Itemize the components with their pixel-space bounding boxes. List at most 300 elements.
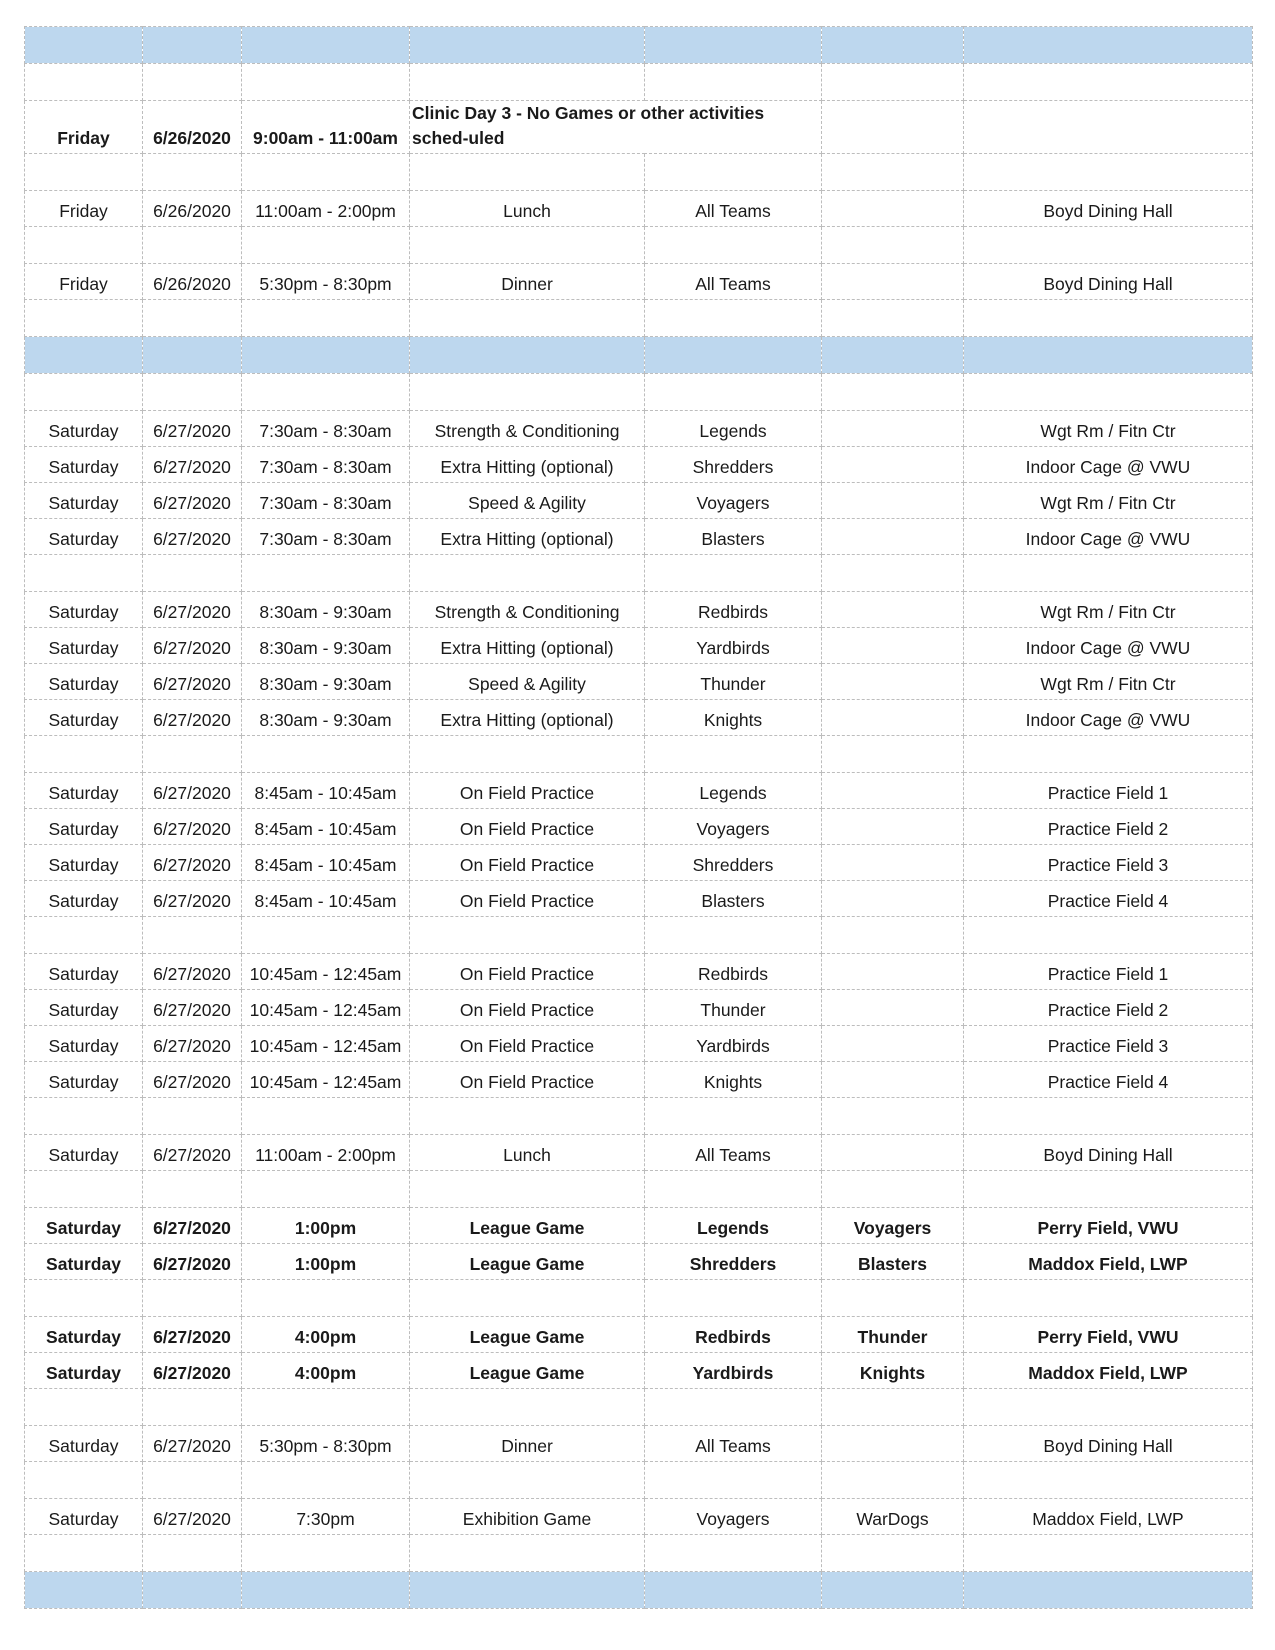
location-cell: Maddox Field, LWP — [964, 1353, 1253, 1389]
empty-cell — [242, 64, 410, 101]
empty-cell — [410, 555, 645, 592]
empty-cell — [410, 227, 645, 264]
location-cell: Perry Field, VWU — [964, 1208, 1253, 1244]
time-cell: 7:30am - 8:30am — [242, 411, 410, 447]
empty-cell — [25, 154, 143, 191]
day-cell: Saturday — [25, 1353, 143, 1389]
date-cell: 6/27/2020 — [143, 1317, 242, 1353]
time-cell: 7:30pm — [242, 1499, 410, 1535]
empty-cell — [143, 1462, 242, 1499]
activity-cell: League Game — [410, 1208, 645, 1244]
empty-cell — [143, 555, 242, 592]
location-cell: Indoor Cage @ VWU — [964, 700, 1253, 736]
day-cell: Saturday — [25, 592, 143, 628]
empty-cell — [242, 27, 410, 64]
empty-cell — [242, 1098, 410, 1135]
team-cell: All Teams — [645, 1426, 822, 1462]
day-cell: Saturday — [25, 1026, 143, 1062]
date-cell: 6/27/2020 — [143, 845, 242, 881]
opponent-cell — [822, 483, 964, 519]
date-cell: 6/27/2020 — [143, 1353, 242, 1389]
activity-cell: Dinner — [410, 1426, 645, 1462]
empty-cell — [410, 1171, 645, 1208]
activity-cell: Strength & Conditioning — [410, 592, 645, 628]
empty-cell — [242, 1462, 410, 1499]
activity-cell: On Field Practice — [410, 809, 645, 845]
empty-cell — [645, 27, 822, 64]
day-cell: Saturday — [25, 1244, 143, 1280]
time-cell: 8:45am - 10:45am — [242, 881, 410, 917]
empty-cell — [410, 337, 645, 374]
day-cell: Saturday — [25, 773, 143, 809]
empty-cell — [964, 1171, 1253, 1208]
activity-cell: On Field Practice — [410, 845, 645, 881]
date-cell: 6/27/2020 — [143, 1062, 242, 1098]
spacer-row — [25, 374, 1253, 411]
activity-cell: League Game — [410, 1317, 645, 1353]
day-cell: Friday — [25, 101, 143, 154]
empty-cell — [143, 374, 242, 411]
empty-cell — [822, 227, 964, 264]
schedule-row — [25, 664, 1253, 700]
day-cell: Saturday — [25, 809, 143, 845]
time-cell: 8:30am - 9:30am — [242, 592, 410, 628]
opponent-cell: Thunder — [822, 1317, 964, 1353]
opponent-cell — [822, 1026, 964, 1062]
day-cell: Friday — [25, 191, 143, 227]
team-cell: Shredders — [645, 447, 822, 483]
empty-cell — [645, 300, 822, 337]
day-cell: Saturday — [25, 628, 143, 664]
date-cell: 6/26/2020 — [143, 101, 242, 154]
time-cell: 1:00pm — [242, 1244, 410, 1280]
opponent-cell — [822, 700, 964, 736]
time-cell: 1:00pm — [242, 1208, 410, 1244]
spacer-row — [25, 1535, 1253, 1572]
activity-cell: On Field Practice — [410, 881, 645, 917]
empty-cell — [143, 154, 242, 191]
date-cell: 6/27/2020 — [143, 1208, 242, 1244]
empty-cell — [964, 736, 1253, 773]
opponent-cell: Voyagers — [822, 1208, 964, 1244]
opponent-cell — [822, 664, 964, 700]
empty-cell — [242, 736, 410, 773]
empty-cell — [964, 27, 1253, 64]
empty-cell — [645, 1572, 822, 1609]
empty-cell — [822, 917, 964, 954]
date-cell: 6/27/2020 — [143, 809, 242, 845]
empty-cell — [822, 1098, 964, 1135]
schedule-table — [24, 26, 1253, 1609]
schedule-row — [25, 101, 1253, 154]
empty-cell — [25, 27, 143, 64]
date-cell: 6/27/2020 — [143, 1426, 242, 1462]
empty-cell — [964, 555, 1253, 592]
empty-cell — [242, 1535, 410, 1572]
spacer-row — [25, 1098, 1253, 1135]
team-cell: Yardbirds — [645, 628, 822, 664]
empty-cell — [964, 227, 1253, 264]
day-cell: Saturday — [25, 1499, 143, 1535]
empty-cell — [645, 227, 822, 264]
opponent-cell — [822, 264, 964, 300]
opponent-cell — [822, 773, 964, 809]
activity-cell: Clinic Day 3 - No Games or other activities sched-uled — [410, 101, 822, 154]
location-cell: Perry Field, VWU — [964, 1317, 1253, 1353]
schedule-row — [25, 1244, 1253, 1280]
team-cell: Knights — [645, 700, 822, 736]
empty-cell — [25, 1389, 143, 1426]
activity-cell: On Field Practice — [410, 954, 645, 990]
location-cell: Practice Field 1 — [964, 954, 1253, 990]
empty-cell — [822, 1389, 964, 1426]
team-cell: Redbirds — [645, 954, 822, 990]
location-cell: Indoor Cage @ VWU — [964, 447, 1253, 483]
empty-cell — [143, 736, 242, 773]
empty-cell — [143, 1389, 242, 1426]
opponent-cell — [822, 447, 964, 483]
time-cell: 7:30am - 8:30am — [242, 447, 410, 483]
team-cell: Blasters — [645, 881, 822, 917]
team-cell: Legends — [645, 773, 822, 809]
time-cell: 5:30pm - 8:30pm — [242, 264, 410, 300]
time-cell: 8:30am - 9:30am — [242, 700, 410, 736]
date-cell: 6/27/2020 — [143, 700, 242, 736]
empty-cell — [410, 64, 645, 101]
day-cell: Saturday — [25, 990, 143, 1026]
empty-cell — [25, 555, 143, 592]
empty-cell — [822, 300, 964, 337]
team-cell: Voyagers — [645, 809, 822, 845]
empty-cell — [242, 1572, 410, 1609]
empty-cell — [822, 1462, 964, 1499]
schedule-row — [25, 954, 1253, 990]
empty-cell — [964, 1389, 1253, 1426]
day-cell: Friday — [25, 264, 143, 300]
spacer-row — [25, 300, 1253, 337]
schedule-row — [25, 447, 1253, 483]
opponent-cell — [822, 191, 964, 227]
team-cell: Knights — [645, 1062, 822, 1098]
empty-cell — [143, 1171, 242, 1208]
time-cell: 10:45am - 12:45am — [242, 1026, 410, 1062]
empty-cell — [143, 227, 242, 264]
opponent-cell: WarDogs — [822, 1499, 964, 1535]
empty-cell — [143, 1572, 242, 1609]
activity-cell: League Game — [410, 1353, 645, 1389]
empty-cell — [964, 1098, 1253, 1135]
empty-cell — [242, 1171, 410, 1208]
empty-cell — [25, 1462, 143, 1499]
empty-cell — [143, 337, 242, 374]
schedule-row — [25, 1317, 1253, 1353]
day-cell: Saturday — [25, 483, 143, 519]
empty-cell — [822, 1171, 964, 1208]
empty-cell — [645, 1280, 822, 1317]
section-divider-band — [25, 337, 1253, 374]
empty-cell — [410, 1389, 645, 1426]
opponent-cell — [822, 954, 964, 990]
time-cell: 8:45am - 10:45am — [242, 845, 410, 881]
empty-cell — [242, 1280, 410, 1317]
location-cell — [964, 101, 1253, 154]
day-cell: Saturday — [25, 1317, 143, 1353]
day-cell: Saturday — [25, 845, 143, 881]
empty-cell — [25, 1280, 143, 1317]
team-cell: All Teams — [645, 191, 822, 227]
empty-cell — [645, 374, 822, 411]
empty-cell — [25, 1098, 143, 1135]
team-cell: Voyagers — [645, 483, 822, 519]
team-cell: Yardbirds — [645, 1026, 822, 1062]
location-cell: Practice Field 4 — [964, 1062, 1253, 1098]
empty-cell — [822, 64, 964, 101]
time-cell: 4:00pm — [242, 1353, 410, 1389]
activity-cell: Extra Hitting (optional) — [410, 519, 645, 555]
empty-cell — [645, 64, 822, 101]
empty-cell — [410, 1280, 645, 1317]
activity-cell: League Game — [410, 1244, 645, 1280]
section-divider-band — [25, 1572, 1253, 1609]
location-cell: Maddox Field, LWP — [964, 1244, 1253, 1280]
date-cell: 6/27/2020 — [143, 628, 242, 664]
schedule-row — [25, 1135, 1253, 1171]
day-cell: Saturday — [25, 664, 143, 700]
schedule-row — [25, 773, 1253, 809]
spacer-row — [25, 555, 1253, 592]
empty-cell — [822, 154, 964, 191]
time-cell: 8:45am - 10:45am — [242, 773, 410, 809]
empty-cell — [242, 1389, 410, 1426]
spacer-row — [25, 1462, 1253, 1499]
empty-cell — [645, 917, 822, 954]
day-cell: Saturday — [25, 411, 143, 447]
spacer-row — [25, 1280, 1253, 1317]
empty-cell — [410, 374, 645, 411]
spacer-row — [25, 154, 1253, 191]
time-cell: 8:30am - 9:30am — [242, 628, 410, 664]
empty-cell — [645, 1098, 822, 1135]
schedule-row — [25, 519, 1253, 555]
empty-cell — [964, 917, 1253, 954]
empty-cell — [964, 1462, 1253, 1499]
empty-cell — [822, 1572, 964, 1609]
time-cell: 11:00am - 2:00pm — [242, 191, 410, 227]
schedule-row — [25, 990, 1253, 1026]
schedule-row — [25, 1062, 1253, 1098]
opponent-cell — [822, 101, 964, 154]
location-cell: Practice Field 1 — [964, 773, 1253, 809]
schedule-row — [25, 191, 1253, 227]
location-cell: Practice Field 3 — [964, 845, 1253, 881]
empty-cell — [410, 917, 645, 954]
date-cell: 6/27/2020 — [143, 1026, 242, 1062]
location-cell: Boyd Dining Hall — [964, 264, 1253, 300]
activity-cell: Lunch — [410, 1135, 645, 1171]
empty-cell — [645, 736, 822, 773]
section-divider-band — [25, 27, 1253, 64]
empty-cell — [143, 1098, 242, 1135]
time-cell: 7:30am - 8:30am — [242, 519, 410, 555]
activity-cell: Extra Hitting (optional) — [410, 628, 645, 664]
schedule-row — [25, 700, 1253, 736]
empty-cell — [410, 1098, 645, 1135]
schedule-row — [25, 809, 1253, 845]
team-cell: Yardbirds — [645, 1353, 822, 1389]
time-cell: 4:00pm — [242, 1317, 410, 1353]
empty-cell — [822, 1535, 964, 1572]
schedule-row — [25, 1208, 1253, 1244]
empty-cell — [822, 1280, 964, 1317]
opponent-cell — [822, 990, 964, 1026]
date-cell: 6/26/2020 — [143, 264, 242, 300]
time-cell: 10:45am - 12:45am — [242, 1062, 410, 1098]
location-cell: Practice Field 2 — [964, 990, 1253, 1026]
empty-cell — [822, 736, 964, 773]
opponent-cell — [822, 881, 964, 917]
opponent-cell — [822, 1135, 964, 1171]
empty-cell — [645, 555, 822, 592]
day-cell: Saturday — [25, 954, 143, 990]
time-cell: 11:00am - 2:00pm — [242, 1135, 410, 1171]
schedule-row — [25, 483, 1253, 519]
empty-cell — [25, 1535, 143, 1572]
empty-cell — [25, 1171, 143, 1208]
time-cell: 9:00am - 11:00am — [242, 101, 410, 154]
empty-cell — [410, 300, 645, 337]
team-cell: Blasters — [645, 519, 822, 555]
spacer-row — [25, 227, 1253, 264]
schedule-row — [25, 881, 1253, 917]
schedule-row — [25, 264, 1253, 300]
location-cell: Practice Field 2 — [964, 809, 1253, 845]
date-cell: 6/27/2020 — [143, 519, 242, 555]
empty-cell — [242, 374, 410, 411]
team-cell: Voyagers — [645, 1499, 822, 1535]
spacer-row — [25, 1171, 1253, 1208]
date-cell: 6/27/2020 — [143, 1499, 242, 1535]
location-cell: Wgt Rm / Fitn Ctr — [964, 483, 1253, 519]
empty-cell — [143, 27, 242, 64]
empty-cell — [410, 736, 645, 773]
empty-cell — [25, 337, 143, 374]
location-cell: Wgt Rm / Fitn Ctr — [964, 411, 1253, 447]
location-cell: Maddox Field, LWP — [964, 1499, 1253, 1535]
schedule-row — [25, 411, 1253, 447]
location-cell: Boyd Dining Hall — [964, 1135, 1253, 1171]
location-cell: Practice Field 3 — [964, 1026, 1253, 1062]
activity-cell: Speed & Agility — [410, 664, 645, 700]
empty-cell — [25, 227, 143, 264]
date-cell: 6/27/2020 — [143, 664, 242, 700]
empty-cell — [143, 64, 242, 101]
opponent-cell: Blasters — [822, 1244, 964, 1280]
location-cell: Wgt Rm / Fitn Ctr — [964, 592, 1253, 628]
day-cell: Saturday — [25, 1426, 143, 1462]
location-cell: Boyd Dining Hall — [964, 1426, 1253, 1462]
empty-cell — [242, 337, 410, 374]
activity-cell: On Field Practice — [410, 1026, 645, 1062]
spacer-row — [25, 1389, 1253, 1426]
activity-cell: Dinner — [410, 264, 645, 300]
activity-cell: Extra Hitting (optional) — [410, 447, 645, 483]
location-cell: Indoor Cage @ VWU — [964, 628, 1253, 664]
time-cell: 10:45am - 12:45am — [242, 990, 410, 1026]
team-cell: Thunder — [645, 990, 822, 1026]
time-cell: 8:45am - 10:45am — [242, 809, 410, 845]
spacer-row — [25, 736, 1253, 773]
team-cell: Redbirds — [645, 592, 822, 628]
schedule-row — [25, 1026, 1253, 1062]
opponent-cell: Knights — [822, 1353, 964, 1389]
date-cell: 6/27/2020 — [143, 411, 242, 447]
empty-cell — [143, 917, 242, 954]
empty-cell — [822, 374, 964, 411]
date-cell: 6/27/2020 — [143, 483, 242, 519]
team-cell: Legends — [645, 411, 822, 447]
empty-cell — [143, 300, 242, 337]
day-cell: Saturday — [25, 1135, 143, 1171]
date-cell: 6/27/2020 — [143, 881, 242, 917]
schedule-body — [25, 27, 1253, 1609]
team-cell: All Teams — [645, 1135, 822, 1171]
date-cell: 6/27/2020 — [143, 990, 242, 1026]
opponent-cell — [822, 845, 964, 881]
schedule-row — [25, 628, 1253, 664]
activity-cell: Speed & Agility — [410, 483, 645, 519]
empty-cell — [25, 917, 143, 954]
empty-cell — [410, 1462, 645, 1499]
empty-cell — [964, 374, 1253, 411]
day-cell: Saturday — [25, 700, 143, 736]
location-cell: Indoor Cage @ VWU — [964, 519, 1253, 555]
time-cell: 8:30am - 9:30am — [242, 664, 410, 700]
date-cell: 6/27/2020 — [143, 954, 242, 990]
time-cell: 7:30am - 8:30am — [242, 483, 410, 519]
schedule-row — [25, 1353, 1253, 1389]
empty-cell — [964, 337, 1253, 374]
day-cell: Saturday — [25, 519, 143, 555]
activity-cell: On Field Practice — [410, 990, 645, 1026]
empty-cell — [143, 1535, 242, 1572]
empty-cell — [645, 1389, 822, 1426]
team-cell: Shredders — [645, 845, 822, 881]
empty-cell — [242, 917, 410, 954]
empty-cell — [645, 1535, 822, 1572]
date-cell: 6/27/2020 — [143, 1244, 242, 1280]
day-cell: Saturday — [25, 1062, 143, 1098]
opponent-cell — [822, 1426, 964, 1462]
empty-cell — [964, 1280, 1253, 1317]
empty-cell — [242, 154, 410, 191]
empty-cell — [143, 1280, 242, 1317]
team-cell: Redbirds — [645, 1317, 822, 1353]
activity-cell: On Field Practice — [410, 773, 645, 809]
empty-cell — [645, 337, 822, 374]
time-cell: 5:30pm - 8:30pm — [242, 1426, 410, 1462]
empty-cell — [822, 555, 964, 592]
empty-cell — [410, 154, 645, 191]
empty-cell — [410, 1572, 645, 1609]
opponent-cell — [822, 809, 964, 845]
location-cell: Practice Field 4 — [964, 881, 1253, 917]
schedule-row — [25, 1426, 1253, 1462]
activity-cell: Strength & Conditioning — [410, 411, 645, 447]
empty-cell — [25, 374, 143, 411]
date-cell: 6/27/2020 — [143, 447, 242, 483]
empty-cell — [410, 27, 645, 64]
spacer-row — [25, 64, 1253, 101]
